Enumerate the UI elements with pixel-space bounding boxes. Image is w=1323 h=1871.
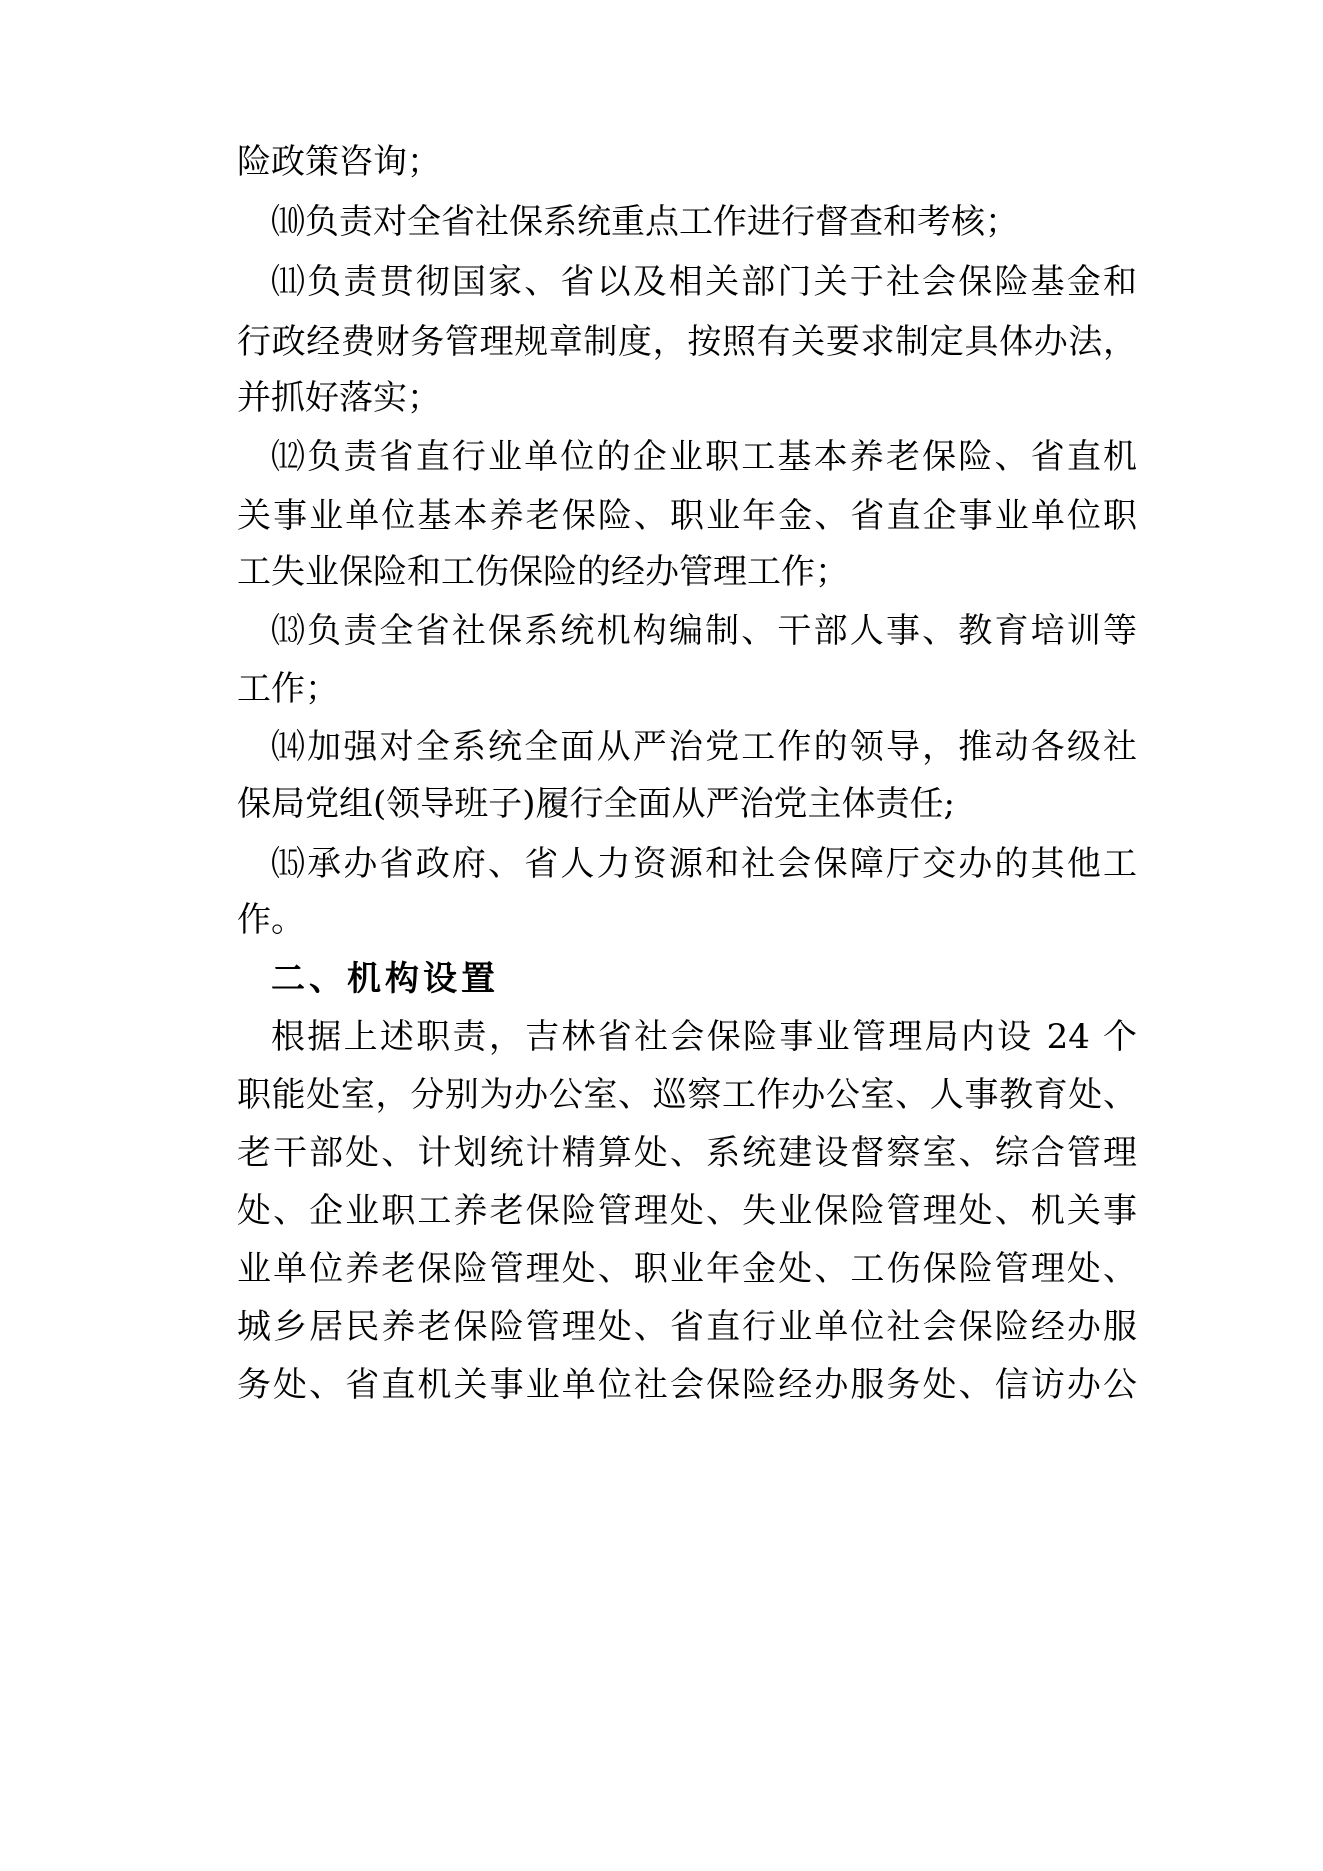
text-line-2: ⑽负责对全省社保系统重点工作进行督查和考核； <box>271 202 1019 242</box>
text-line-16: 根据上述职责，吉林省社会保险事业管理局内设 24 个 <box>271 1017 1137 1057</box>
text-line-13: ⒂承办省政府、省人力资源和社会保障厅交办的其他工 <box>271 844 1137 884</box>
text-line-9: ⒀负责全省社保系统机构编制、干部人事、教育培训等 <box>271 611 1137 651</box>
text-line-5: 并抓好落实； <box>237 378 441 418</box>
text-line-4: 行政经费财务管理规章制度，按照有关要求制定具体办法， <box>237 322 1137 362</box>
text-line-14: 作。 <box>237 900 305 940</box>
text-line-12: 保局党组(领导班子)履行全面从严治党主体责任; <box>237 784 955 824</box>
text-line-6: ⑿负责省直行业单位的企业职工基本养老保险、省直机 <box>271 437 1137 477</box>
text-line-18: 老干部处、计划统计精算处、系统建设督察室、综合管理 <box>237 1133 1137 1173</box>
text-line-8: 工失业保险和工伤保险的经办管理工作； <box>237 552 849 592</box>
text-line-3: ⑾负责贯彻国家、省以及相关部门关于社会保险基金和 <box>271 262 1137 302</box>
text-line-10: 工作； <box>237 669 339 709</box>
section-heading: 二、机构设置 <box>271 959 499 999</box>
text-line-11: ⒁加强对全系统全面从严治党工作的领导，推动各级社 <box>271 727 1137 767</box>
text-line-21: 城乡居民养老保险管理处、省直行业单位社会保险经办服 <box>237 1307 1137 1347</box>
text-line-22: 务处、省直机关事业单位社会保险经办服务处、信访办公 <box>237 1365 1137 1405</box>
text-line-7: 关事业单位基本养老保险、职业年金、省直企事业单位职 <box>237 496 1137 536</box>
text-line-17: 职能处室，分别为办公室、巡察工作办公室、人事教育处、 <box>237 1075 1137 1115</box>
text-line-20: 业单位养老保险管理处、职业年金处、工伤保险管理处、 <box>237 1249 1137 1289</box>
text-line-1: 险政策咨询； <box>237 142 441 182</box>
text-line-19: 处、企业职工养老保险管理处、失业保险管理处、机关事 <box>237 1191 1137 1231</box>
